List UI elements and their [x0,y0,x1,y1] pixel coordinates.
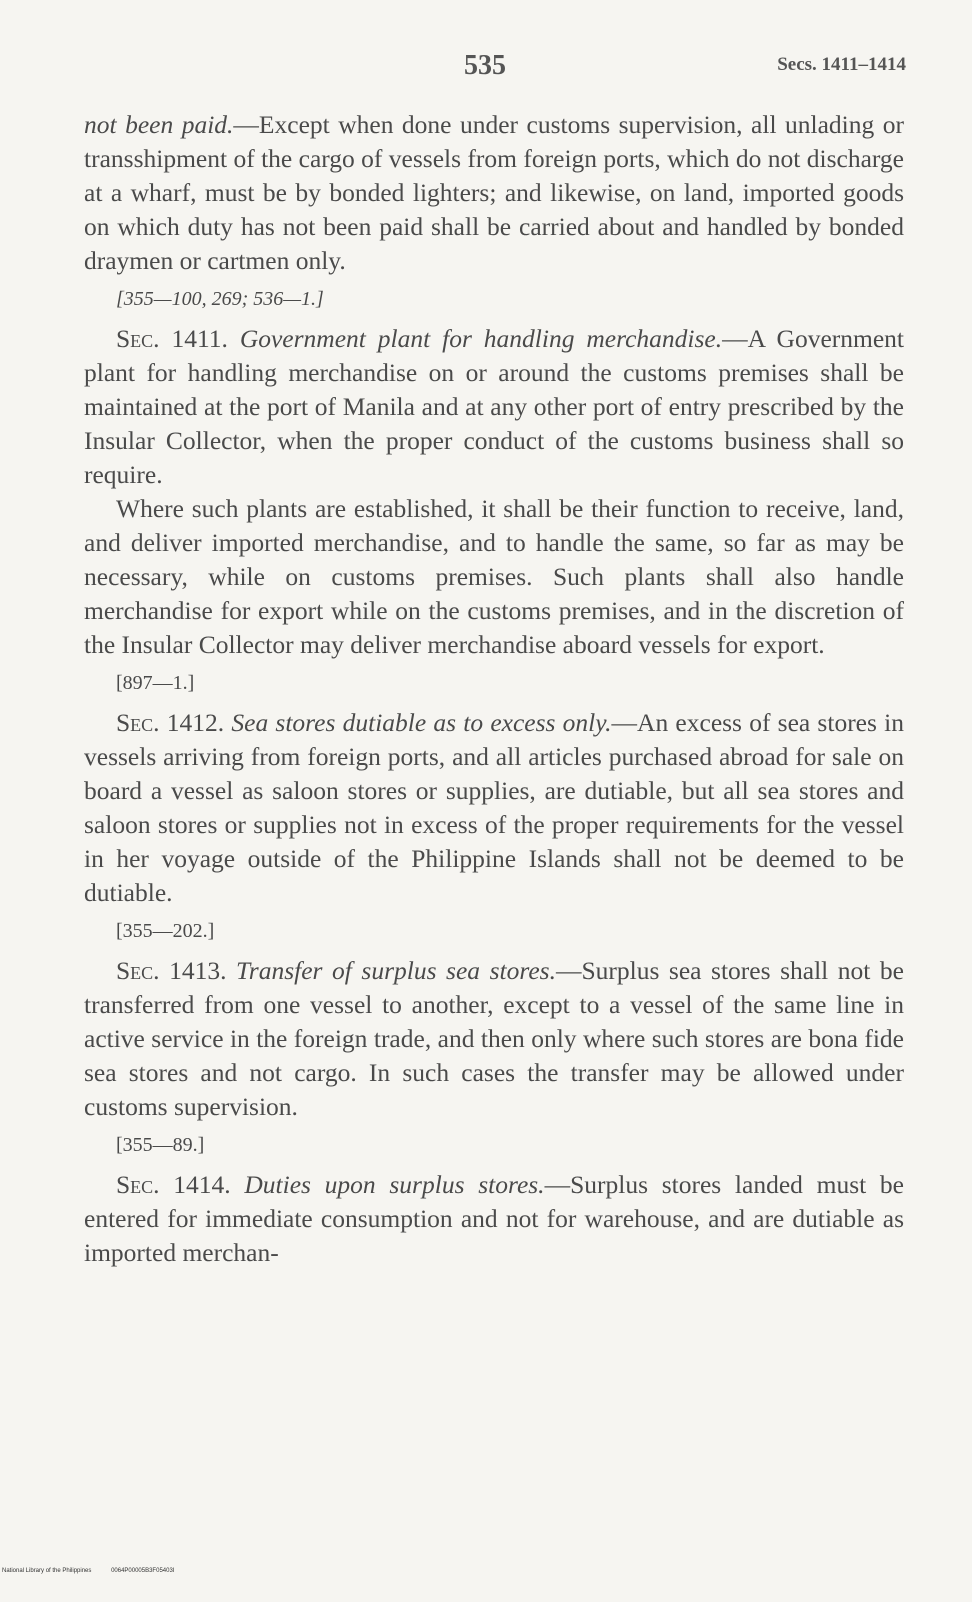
section-heading: Government plant for handling merchandise. [239,324,723,353]
section-heading: Sea stores dutiable as to excess only. [231,708,612,737]
paragraph-continuation [84,108,904,278]
section-label: Sec. 1411. [116,324,228,353]
citation: [355—100, 269; 536—1.] [116,288,324,310]
paragraph-text: —A Government plant for handling merchandise on or around the customs premises shall be maintained at the port of Manila and at any other port of entry prescribed by the Insular Collector, when the proper conduct of the customs business shall so require. [84,324,904,489]
section-heading: Transfer of surplus sea stores. [236,956,556,985]
section-1411 [84,322,904,492]
running-head: Secs. 1411–1414 [777,54,906,75]
page-header [84,50,906,90]
section-heading: Duties upon surplus stores. [244,1170,545,1199]
section-1411-paragraph-2: Where such plants are established, it shall be their function to receive, land, and deliver imported merchandise, and to handle the same, so far as may be necessary, while on customs premises. Such plants shall also handle merchandise for export while on the customs premises, and in the discretion of the Insular Collector may deliver merchandise aboard vessels for export. [84,494,904,659]
citation: [897—1.] [116,672,195,694]
page-number: 535 [464,50,506,81]
scan-code: 0064P00005B3F05403I [111,1568,175,1574]
paragraph-text: —Surplus stores landed must be entered for immediate consumption and not for warehouse, and are dutiable as imported merchan- [84,1170,904,1267]
paragraph-text: —Except when done under customs supervision, all unlading or transshipment of the cargo of vessels from foreign ports, which do not discharge at a wharf, must be by bonded lighters; and likewise, on land, imported goods on which duty has not been paid shall be carried about and handled by bonded draymen or cartmen only. [84,110,904,275]
citation: [355—202.] [116,920,215,942]
section-1413 [84,954,904,1124]
library-credit: National Library of the Philippines [2,1568,92,1574]
section-label: Sec. 1413. [116,956,227,985]
section-label: Sec. 1412. [116,708,225,737]
section-label: Sec. 1414. [116,1170,231,1199]
scan-footer [2,1568,192,1574]
paragraph-text: —Surplus sea stores shall not be transferred from one vessel to another, except to a vessel of the same line in active service in the foreign trade, and then only where such stores are bona fide sea stores and not cargo. In such cases the transfer may be allowed under customs supervision. [84,956,904,1121]
paragraph-text: —An excess of sea stores in vessels arriving from foreign ports, and all articles purchased abroad for sale on board a vessel as saloon stores or supplies, are dutiable, but all sea stores and saloon stores or supplies not in excess of the proper requirements for the vessel in her voyage outside of the Philippine Islands shall not be deemed to be dutiable. [84,708,904,907]
body-text [84,108,904,1270]
citation: [355—89.] [116,1134,205,1156]
section-1414 [84,1168,904,1270]
section-1412 [84,706,904,910]
section-heading: not been paid. [84,110,234,139]
